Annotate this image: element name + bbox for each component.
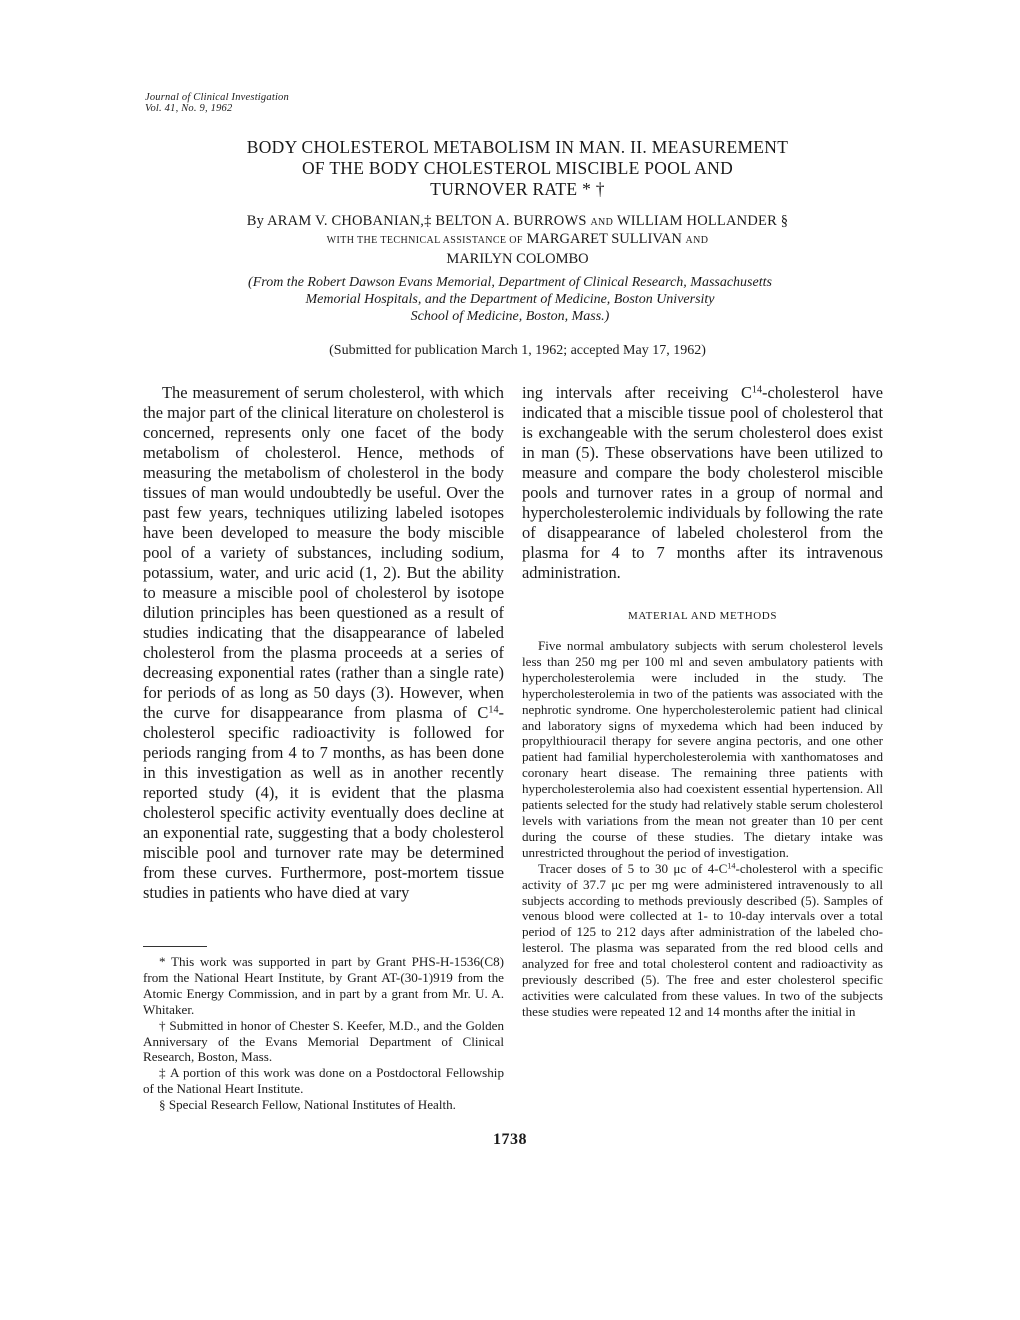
journal-name: Journal of Clinical Investigation [145, 92, 289, 103]
footnote-research-fellow: § Special Research Fellow, National Institutes of Health. [159, 1097, 456, 1113]
methods-paragraph-1: Five normal ambulatory subjects with serum cholesterol levels less than 250 mg per 100 ml and seven ambulatory patients with hypercholesterolemia were included in the study. The hypercholesterolemia in two of the patients was associated with the nephrotic syndrome. One hypercholesterolemic patient had clinical and laboratory signs of myxedema which had been induced by propylthiouracil therapy for severe angina pectoris, and one other patient had familial hypercholesterolemia with xanthomatoses and coronary heart disease. The remaining three patients with hypercholesterolemia also had coexistent essential hypertension. All patients selected for the study had relatively stable serum cholesterol levels with variations from the mean not greater than 10 per cent during the course of these studies. The dietary intake was unrestricted throughout the period of investigation. [522, 638, 883, 860]
submission-dates: (Submitted for publication March 1, 1962; accepted May 17, 1962) [329, 343, 706, 358]
footnote-divider [143, 946, 207, 947]
isotope-superscript: 14 [727, 861, 736, 871]
assist-and: AND [685, 235, 709, 246]
affiliation [190, 274, 830, 325]
title-line-2: OF THE BODY CHOLESTEROL MISCIBLE POOL AND [301, 158, 734, 178]
assist-prefix: WITH THE TECHNICAL ASSISTANCE OF [326, 235, 523, 246]
isotope-superscript: 14 [488, 704, 499, 716]
footnotes [143, 954, 504, 1113]
author-by: By [246, 213, 265, 229]
affiliation-line-2: Memorial Hospitals, and the Department of Medicine, Boston University [305, 292, 715, 307]
section-heading: MATERIAL AND METHODS [627, 610, 778, 622]
footnote-fellowship: ‡ A portion of this work was done on a Postdoctoral Fellowship of the National Heart Institute. [143, 1065, 504, 1097]
title-line-3: TURNOVER RATE * † [430, 179, 605, 199]
affiliation-line-1: (From the Robert Dawson Evans Memorial, Department of Clinical Research, Massachusetts [248, 275, 772, 290]
affiliation-line-3: School of Medicine, Boston, Mass.) [410, 309, 610, 324]
intro-continuation [522, 383, 883, 583]
footnote-funding: * This work was supported in part by Grant PHS-H-1536(C8) from the National Heart Institute, by Grant AT-(30-1)919 from the Atomic Energy Commission, and in part by a grant from Mr. U. A. Whitaker. [143, 954, 504, 1017]
page-number: 1738 [493, 1131, 527, 1148]
author-names-2: WILLIAM HOLLANDER § [616, 213, 789, 229]
article-title [160, 137, 875, 200]
right-column-intro [522, 383, 883, 583]
journal-citation [145, 92, 445, 114]
continuation-text-part-1: ing intervals after receiving C [522, 383, 752, 402]
technical-assistance [150, 230, 885, 268]
methods-section [522, 638, 883, 1020]
intro-text-part-2: -cholesterol specific radioactivity is followed for periods ranging from 4 to 7 months, as has been done in this investigation as well as in another recently reported study (4), it is evident that the plasma cholesterol specific activity eventually does decline at an exponential rate, suggesting that a body cholesterol miscible pool and turnover rate may be determined from these curves. Furthermore, post-mortem tissue studies in patients who have died at vary [143, 703, 504, 902]
footnote-honor: † Submitted in honor of Chester S. Keefer, M.D., and the Golden Anniversary of the Evans Memorial Department of Clinical Research, Boston, Mass. [143, 1017, 504, 1065]
author-and: AND [590, 217, 614, 228]
isotope-superscript: 14 [751, 384, 763, 396]
methods-text-part-2: -cholesterol with a specific activity of 37.7 μc per mg were administered intravenously to all subjects according to methods previously described (5). Samples of venous blood were collected at 1- to 10-day intervals over a total period of 125 to 212 days after administration of the labeled cholesterol. The plasma was separated from the red blood cells and analyzed for free and total cholesterol content and radioactivity as previously described (5). The free and ester cholesterol specific activities were calculated from these values. In two of the subjects these studies were repeated 12 and 14 months after the initial in [522, 860, 883, 1019]
assist-name-1: MARGARET SULLIVAN [526, 231, 682, 247]
intro-text-part-1: The measurement of serum cholesterol, with which the major part of the clinical literature on cholesterol is concerned, represents only one facet of the body metabolism of cholesterol. Hence, methods of measuring the metabolism of cholesterol in the body tissues of man would undoubtedly be useful. Over the past few years, techniques utilizing labeled isotopes have been developed to measure the body miscible pool of a variety of substances, including sodium, potassium, water, and uric acid (1, 2). But the ability to measure a miscible pool of cholesterol by isotope dilution principles has been questioned as a result of studies indicating that the disappearance of labeled cholesterol from the plasma proceeds at a series of decreasing exponential rates (rather than a single rate) for periods of as long as 50 days (3). However, when the curve for disappearance from plasma of C [143, 383, 504, 722]
title-line-1: BODY CHOLESTEROL METABOLISM IN MAN. II. MEASUREMENT [246, 137, 789, 157]
journal-volume: Vol. 41, No. 9, 1962 [145, 103, 233, 114]
author-names-1: ARAM V. CHOBANIAN,‡ BELTON A. BURROWS [267, 213, 587, 229]
methods-text-part-1: Tracer doses of 5 to 30 μc of 4-C [538, 860, 728, 876]
intro-paragraph [143, 383, 504, 903]
assist-name-2: MARILYN COLOMBO [446, 251, 589, 267]
continuation-text-part-2: -cholesterol have indicated that a miscible tissue pool of cholesterol that is exchangeable with the serum cholesterol does exist in man (5). These observations have been utilized to measure and compare the body cholesterol miscible pools and turnover rates in a group of normal and hypercholesterolemic individuals by following the rate of disappearance of labeled cholesterol from the plasma for 4 to 7 months after its intravenous administration. [522, 383, 883, 582]
left-column [143, 383, 504, 903]
methods-paragraph-2 [522, 861, 883, 1020]
author-line [150, 212, 885, 232]
